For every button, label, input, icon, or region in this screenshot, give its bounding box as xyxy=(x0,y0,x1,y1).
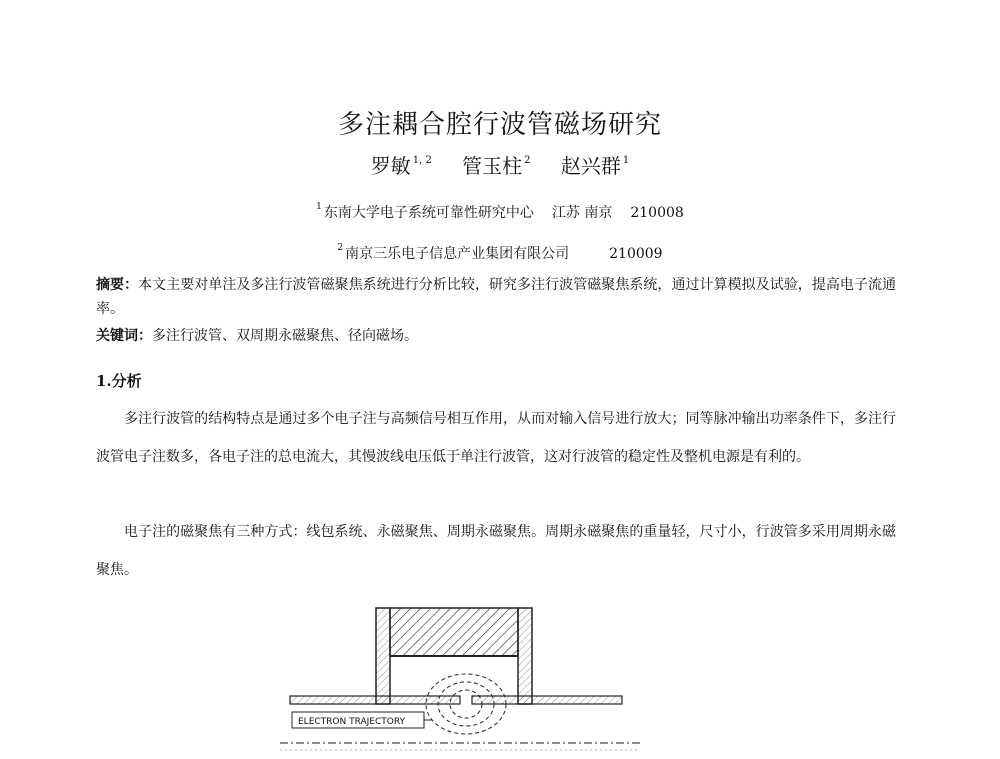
keywords-text: 多注行波管、双周期永磁聚焦、径向磁场。 xyxy=(152,328,418,344)
author-affiliation-mark: 1, 2 xyxy=(412,155,432,166)
section-heading: 1.分析 xyxy=(96,372,142,390)
author-affiliation-mark: 1 xyxy=(622,155,630,166)
affiliation-mark: 2 xyxy=(337,243,344,253)
affiliation-org: 南京三乐电子信息产业集团有限公司 xyxy=(345,246,570,262)
paper-title: 多注耦合腔行波管磁场研究 xyxy=(337,110,662,140)
author-list xyxy=(0,150,1000,179)
affiliation-org: 东南大学电子系统可靠性研究中心 xyxy=(323,205,534,221)
magnetic-focusing-figure xyxy=(280,600,640,759)
figure-label: ELECTRON TRAJECTORY xyxy=(298,717,406,727)
affiliation-2 xyxy=(0,243,1000,263)
affiliation-mark: 1 xyxy=(316,202,322,212)
body-paragraph: 多注行波管的结构特点是通过多个电子注与高频信号相互作用，从而对输入信号进行放大；同等脉冲输出功率条件下，多注行波管电子注数多，各电子注的总电流大，其慢波线电压低于单注行波管，这对行波管的稳定性及整机电源是有利的。 xyxy=(96,411,896,465)
magnetic-field-lines xyxy=(426,674,506,734)
author xyxy=(561,154,629,178)
author xyxy=(462,154,530,178)
abstract-text: 本文主要对单注及多注行波管磁聚焦系统进行分析比较，研究多注行波管磁聚焦系统，通过计算模拟及试验，提高电子流通率。 xyxy=(96,277,896,317)
author-name: 罗敏 xyxy=(370,154,411,178)
abstract xyxy=(96,273,896,321)
author-affiliation-mark: 2 xyxy=(524,155,531,166)
affiliation-location: 江苏 南京 xyxy=(551,205,613,221)
keywords xyxy=(96,324,896,348)
abstract-label: 摘要： xyxy=(96,277,139,293)
author-name: 管玉柱 xyxy=(462,154,523,178)
author xyxy=(371,154,432,178)
affiliation-postcode: 210009 xyxy=(609,246,663,262)
author-name: 赵兴群 xyxy=(560,154,621,178)
permanent-magnet xyxy=(390,608,518,656)
base-plate xyxy=(290,696,622,704)
body-paragraph: 电子注的磁聚焦有三种方式：线包系统、永磁聚焦、周期永磁聚焦。周期永磁聚焦的重量轻，尺寸小，行波管多采用周期永磁聚焦。 xyxy=(96,524,896,578)
affiliation-postcode: 210008 xyxy=(630,205,684,221)
affiliation-1 xyxy=(0,202,1000,222)
keywords-label: 关键词： xyxy=(96,328,152,344)
